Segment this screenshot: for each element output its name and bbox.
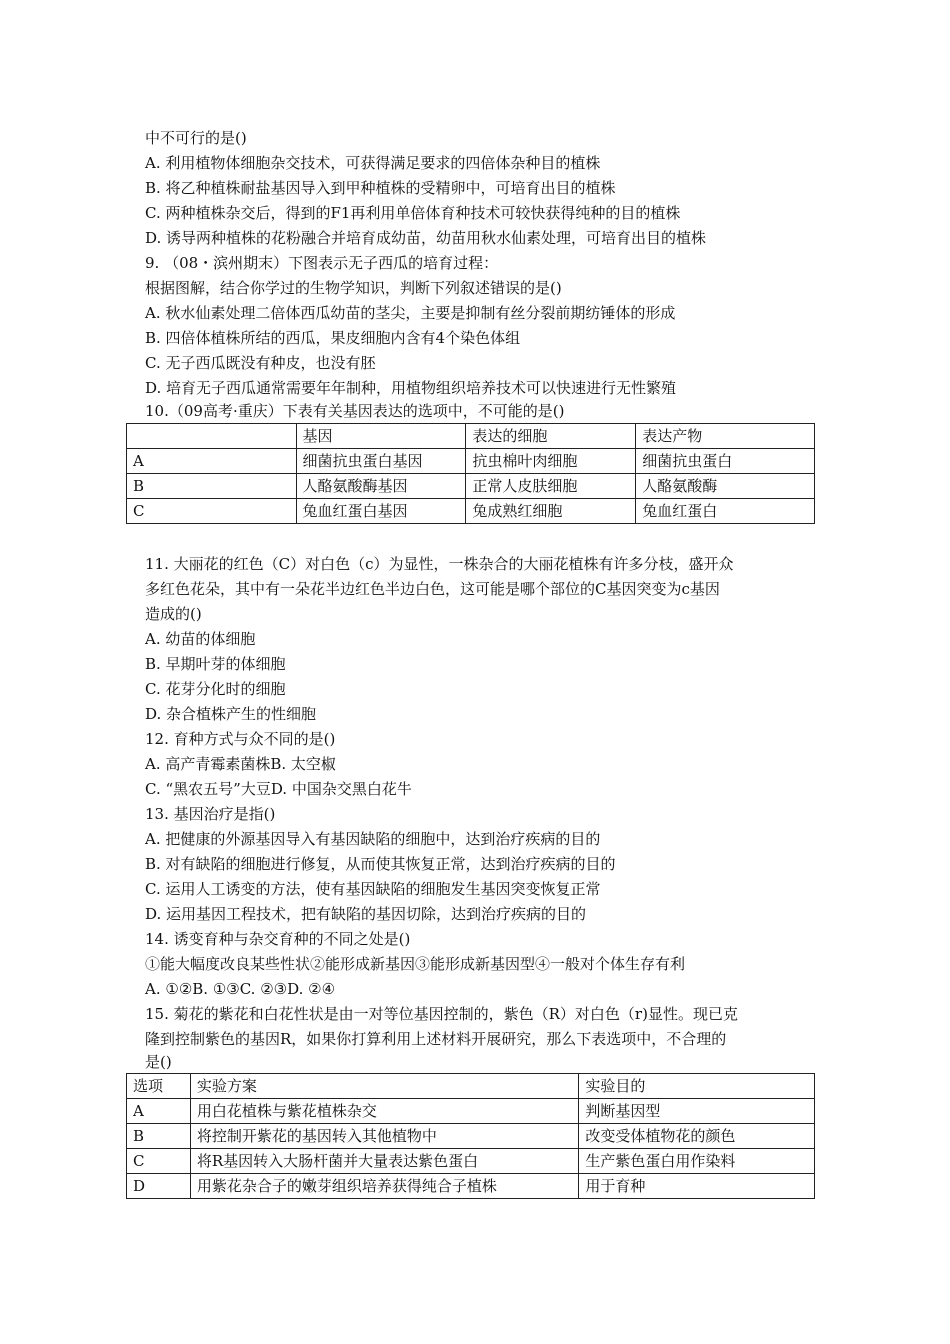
question-8-stem-tail: 中不可行的是() — [145, 129, 247, 147]
table-cell: 兔成熟红细胞 — [466, 499, 636, 524]
table-row — [127, 474, 815, 499]
question-11-stem-line-1: 11. 大丽花的红色（C）对白色（c）为显性，一株杂合的大丽花植株有许多分枝，盛开众 — [145, 555, 734, 573]
q12-options-ab: A. 高产青霉素菌株B. 太空椒 — [145, 755, 336, 773]
question-10-title: 10.（09高考·重庆）下表有关基因表达的选项中，不可能的是() — [145, 402, 565, 420]
table-cell: 抗虫棉叶肉细胞 — [466, 449, 636, 474]
q14-options: A. ①②B. ①③C. ②③D. ②④ — [145, 980, 336, 998]
table-cell: 用白花植株与紫花植株杂交 — [190, 1099, 579, 1124]
table-cell: 将R基因转入大肠杆菌并大量表达紫色蛋白 — [190, 1149, 579, 1174]
table-cell: 兔血红蛋白基因 — [296, 499, 466, 524]
table-cell: A — [127, 449, 297, 474]
q13-option-b: B. 对有缺陷的细胞进行修复，从而使其恢复正常，达到治疗疾病的目的 — [145, 855, 616, 873]
table-row — [127, 1174, 815, 1199]
table-cell: 改变受体植物花的颜色 — [579, 1124, 815, 1149]
table-cell: C — [127, 1149, 191, 1174]
table-row — [127, 1149, 815, 1174]
table-header-row — [127, 424, 815, 449]
table-row — [127, 1124, 815, 1149]
q13-option-c: C. 运用人工诱变的方法，使有基因缺陷的细胞发生基因突变恢复正常 — [145, 880, 601, 898]
table-cell: 人酪氨酸酶基因 — [296, 474, 466, 499]
question-14-stem: 14. 诱变育种与杂交育种的不同之处是() — [145, 930, 411, 948]
table-cell: A — [127, 1099, 191, 1124]
table-cell: 选项 — [127, 1074, 191, 1099]
table-cell: 基因 — [296, 424, 466, 449]
table-cell: 细菌抗虫蛋白 — [636, 449, 815, 474]
q14-statements: ①能大幅度改良某些性状②能形成新基因③能形成新基因型④一般对个体生存有利 — [145, 955, 686, 973]
q8-option-c: C. 两种植株杂交后，得到的F1再利用单倍体育种技术可较快获得纯种的目的植株 — [145, 204, 681, 222]
table-cell: 细菌抗虫蛋白基因 — [296, 449, 466, 474]
table-cell: B — [127, 474, 297, 499]
question-11-stem-line-3: 造成的() — [145, 605, 202, 623]
q11-option-b: B. 早期叶芽的体细胞 — [145, 655, 286, 673]
table-cell: 表达的细胞 — [466, 424, 636, 449]
question-12-stem: 12. 育种方式与众不同的是() — [145, 730, 336, 748]
q8-option-d: D. 诱导两种植株的花粉融合并培育成幼苗，幼苗用秋水仙素处理，可培育出目的植株 — [145, 229, 707, 247]
q11-option-c: C. 花芽分化时的细胞 — [145, 680, 286, 698]
table-cell: 实验方案 — [190, 1074, 579, 1099]
table-cell: 实验目的 — [579, 1074, 815, 1099]
q9-option-d: D. 培育无子西瓜通常需要年年制种，用植物组织培养技术可以快速进行无性繁殖 — [145, 379, 677, 397]
table-cell: 人酪氨酸酶 — [636, 474, 815, 499]
question-10-table — [126, 423, 815, 524]
table-cell — [127, 424, 297, 449]
question-15-stem-line-2: 隆到控制紫色的基因R，如果你打算利用上述材料开展研究，那么下表选项中，不合理的 — [145, 1030, 727, 1048]
table-row — [127, 449, 815, 474]
question-9-stem: 根据图解，结合你学过的生物学知识，判断下列叙述错误的是() — [145, 279, 562, 297]
q8-option-b: B. 将乙种植株耐盐基因导入到甲种植株的受精卵中，可培育出目的植株 — [145, 179, 616, 197]
question-13-stem: 13. 基因治疗是指() — [145, 805, 276, 823]
table-cell: 用于育种 — [579, 1174, 815, 1199]
q13-option-d: D. 运用基因工程技术，把有缺陷的基因切除，达到治疗疾病的目的 — [145, 905, 587, 923]
table-row — [127, 1099, 815, 1124]
q12-options-cd: C. “黑农五号”大豆D. 中国杂交黑白花牛 — [145, 780, 412, 798]
table-cell: C — [127, 499, 297, 524]
question-9-title: 9. （08・滨州期末）下图表示无子西瓜的培育过程： — [145, 254, 499, 272]
q11-option-d: D. 杂合植株产生的性细胞 — [145, 705, 317, 723]
q9-option-b: B. 四倍体植株所结的西瓜，果皮细胞内含有4个染色体组 — [145, 329, 521, 347]
q9-option-a: A. 秋水仙素处理二倍体西瓜幼苗的茎尖，主要是抑制有丝分裂前期纺锤体的形成 — [145, 304, 676, 322]
table-cell: 正常人皮肤细胞 — [466, 474, 636, 499]
table-cell: 用紫花杂合子的嫩芽组织培养获得纯合子植株 — [190, 1174, 579, 1199]
table-cell: 将控制开紫花的基因转入其他植物中 — [190, 1124, 579, 1149]
question-15-table — [126, 1073, 815, 1199]
q11-option-a: A. 幼苗的体细胞 — [145, 630, 256, 648]
table-cell: 判断基因型 — [579, 1099, 815, 1124]
q8-option-a: A. 利用植物体细胞杂交技术，可获得满足要求的四倍体杂种目的植株 — [145, 154, 601, 172]
q9-option-c: C. 无子西瓜既没有种皮，也没有胚 — [145, 354, 376, 372]
table-cell: 表达产物 — [636, 424, 815, 449]
question-11-stem-line-2: 多红色花朵，其中有一朵花半边红色半边白色，这可能是哪个部位的C基因突变为c基因 — [145, 580, 720, 598]
q13-option-a: A. 把健康的外源基因导入有基因缺陷的细胞中，达到治疗疾病的目的 — [145, 830, 601, 848]
table-cell: B — [127, 1124, 191, 1149]
question-15-stem-line-3: 是() — [145, 1053, 172, 1071]
table-cell: 生产紫色蛋白用作染料 — [579, 1149, 815, 1174]
table-cell: 兔血红蛋白 — [636, 499, 815, 524]
table-row — [127, 499, 815, 524]
table-header-row — [127, 1074, 815, 1099]
question-15-stem-line-1: 15. 菊花的紫花和白花性状是由一对等位基因控制的，紫色（R）对白色（r)显性。现已克 — [145, 1005, 738, 1023]
table-cell: D — [127, 1174, 191, 1199]
